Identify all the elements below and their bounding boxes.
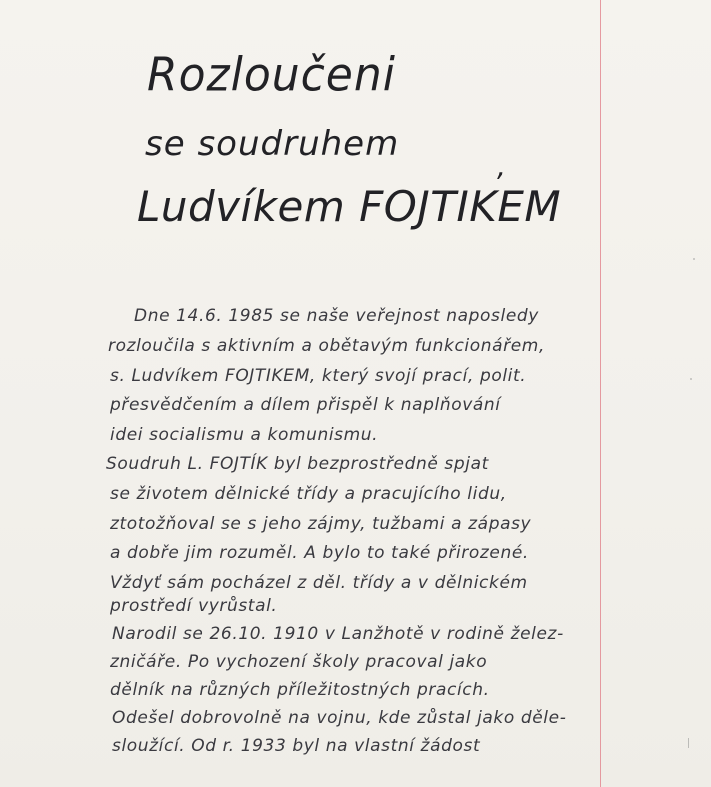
body-line-2: rozloučila s aktivním a obětavým funkcionářem, bbox=[108, 336, 545, 356]
paper-speck bbox=[690, 378, 692, 380]
body-line-11: prostředí vyrůstal. bbox=[110, 596, 278, 616]
body-line-7: se životem dělnické třídy a pracujícího lidu, bbox=[110, 484, 507, 504]
body-line-15: Odešel dobrovolně na vojnu, kde zůstal jako děle- bbox=[112, 708, 567, 728]
body-line-3: s. Ludvíkem FOJTIKEM, který svojí prací, polit. bbox=[110, 366, 527, 386]
margin-line bbox=[600, 0, 601, 787]
paper-speck bbox=[688, 738, 689, 748]
body-line-12: Narodil se 26.10. 1910 v Lanžhotě v rodině želez- bbox=[112, 624, 564, 644]
body-line-16: sloužící. Od r. 1933 byl na vlastní žádost bbox=[112, 736, 481, 756]
body-line-8: ztotožňoval se s jeho zájmy, tužbami a zápasy bbox=[110, 514, 532, 534]
body-line-1: Dne 14.6. 1985 se naše veřejnost naposledy bbox=[134, 306, 539, 326]
paper-speck bbox=[693, 258, 695, 260]
body-line-10: Vždyť sám pocházel z děl. třídy a v dělnickém bbox=[110, 573, 528, 593]
body-line-4: přesvědčením a dílem přispěl k naplňování bbox=[110, 395, 501, 415]
body-line-5: idei socialismu a komunismu. bbox=[110, 425, 379, 445]
body-line-6: Soudruh L. FOJTÍK byl bezprostředně spjat bbox=[106, 454, 489, 474]
title-comma: , bbox=[497, 150, 506, 183]
title-line-2: se soudruhem bbox=[145, 124, 400, 164]
title-line-3: Ludvíkem FOJTIKEM bbox=[137, 182, 562, 231]
body-line-13: zničáře. Po vychození školy pracoval jako bbox=[110, 652, 488, 672]
title-line-1: Rozloučeni bbox=[147, 48, 396, 103]
body-line-9: a dobře jim rozuměl. A bylo to také přirozené. bbox=[110, 543, 529, 563]
body-line-14: dělník na různých příležitostných pracích. bbox=[110, 680, 490, 700]
